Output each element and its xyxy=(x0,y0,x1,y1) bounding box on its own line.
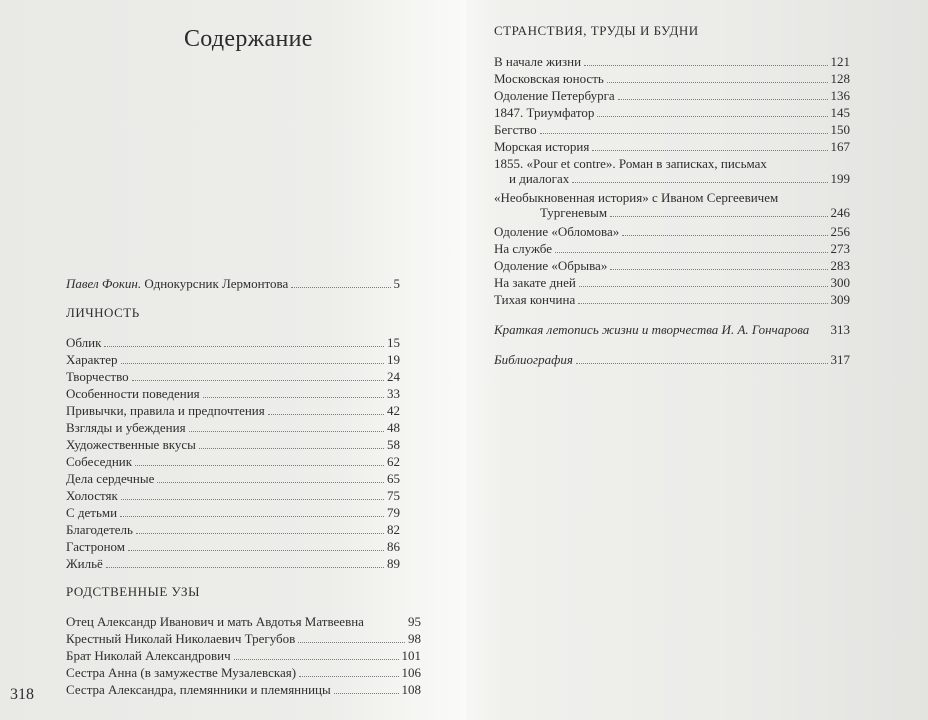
section-heading-personality: ЛИЧНОСТЬ xyxy=(66,305,140,320)
intro-title: Однокурсник Лермонтова xyxy=(141,276,289,291)
toc-entry: Дела сердечные 65 xyxy=(66,471,400,486)
toc-entry: Художественные вкусы 58 xyxy=(66,437,400,452)
leader-dots xyxy=(291,286,390,288)
toc-entry: Творчество 24 xyxy=(66,369,400,384)
toc-entry: Одоление «Обломова» 256 xyxy=(494,224,850,239)
toc-entry: Московская юность 128 xyxy=(494,71,850,86)
toc-entry-bibliography: Библиография 317 xyxy=(494,352,850,367)
toc-entry: Крестный Николай Николаевич Трегубов 98 xyxy=(66,631,421,646)
toc-entry: Тихая кончина 309 xyxy=(494,292,850,307)
toc-entry: Бегство 150 xyxy=(494,122,850,137)
toc-entry: Благодетель 82 xyxy=(66,522,400,537)
toc-entry: Одоление «Обрыва» 283 xyxy=(494,258,850,273)
toc-entry: С детьми 79 xyxy=(66,505,400,520)
toc-entry: Облик 15 xyxy=(66,335,400,350)
toc-entry: В начале жизни 121 xyxy=(494,54,850,69)
section-heading-family: РОДСТВЕННЫЕ УЗЫ xyxy=(66,584,200,599)
toc-entry: 1847. Триумфатор 145 xyxy=(494,105,850,120)
toc-entry: Особенности поведения 33 xyxy=(66,386,400,401)
toc-entry-multiline: 1855. «Pour et contre». Роман в записках, письмах и диалогах 199 xyxy=(494,156,850,186)
toc-entry: Холостяк 75 xyxy=(66,488,400,503)
toc-entry-multiline: «Необыкновенная история» с Иваном Сергеевичем Тургеневым 246 xyxy=(494,190,850,220)
toc-entry: Отец Александр Иванович и мать Авдотья Матвеевна 95 xyxy=(66,614,421,629)
intro-author: Павел Фокин. xyxy=(66,276,142,291)
right-page xyxy=(466,0,928,720)
toc-entry: Гастроном 86 xyxy=(66,539,400,554)
page-number: 5 xyxy=(393,276,400,291)
toc-entry: На закате дней 300 xyxy=(494,275,850,290)
folio-page-number: 318 xyxy=(10,686,34,703)
toc-entry: Сестра Анна (в замужестве Музалевская) 106 xyxy=(66,665,421,680)
page-heading: Содержание xyxy=(184,26,313,52)
toc-entry-chronicle: Краткая летопись жизни и творчества И. А. Гончарова 313 xyxy=(494,322,850,337)
toc-entry: Характер 19 xyxy=(66,352,400,367)
section-heading-travels: СТРАНСТВИЯ, ТРУДЫ И БУДНИ xyxy=(494,23,699,38)
toc-entry: На службе 273 xyxy=(494,241,850,256)
toc-entry: Жильё 89 xyxy=(66,556,400,571)
toc-entry: Морская история 167 xyxy=(494,139,850,154)
toc-entry: Взгляды и убеждения 48 xyxy=(66,420,400,435)
toc-entry: Собеседник 62 xyxy=(66,454,400,469)
toc-entry: Брат Николай Александрович 101 xyxy=(66,648,421,663)
toc-entry: Одоление Петербурга 136 xyxy=(494,88,850,103)
toc-entry-intro xyxy=(66,276,400,291)
toc-entry: Привычки, правила и предпочтения 42 xyxy=(66,403,400,418)
toc-entry: Сестра Александра, племянники и племянницы 108 xyxy=(66,682,421,697)
